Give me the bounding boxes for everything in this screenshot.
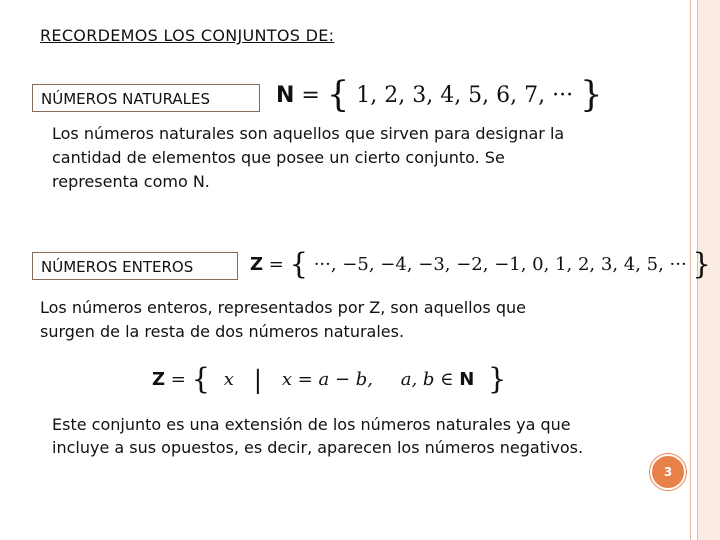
enteros-definition: Z = { x | x = a − b, a, b ∈ N } [152, 362, 507, 396]
enteros-def-symbol: Z [152, 369, 166, 390]
naturales-paragraph-line1: Los números naturales son aquellos que sirven para designar la [52, 124, 565, 143]
naturales-symbol: N [276, 83, 295, 108]
naturales-label: NÚMEROS NATURALES [32, 84, 260, 112]
enteros-paragraph-line1: Los números enteros, representados por Z, son aquellos que [40, 298, 526, 317]
naturales-paragraph-line2: cantidad de elementos que posee un cierto conjunto. Se [52, 148, 505, 167]
enteros-def-domain: a, b ∈ [400, 369, 454, 390]
page-number-badge: 3 [650, 454, 686, 490]
enteros-def-domain-set: N [459, 369, 475, 390]
naturales-formula-body: 1, 2, 3, 4, 5, 6, 7, ··· [356, 83, 574, 108]
naturales-paragraph-line3: representa como N. [52, 172, 210, 191]
enteros-extension-line1: Este conjunto es una extensión de los números naturales ya que [52, 415, 571, 434]
enteros-label: NÚMEROS ENTEROS [32, 252, 238, 280]
enteros-def-condition: x = a − b, [281, 369, 373, 390]
naturales-formula: N = { 1, 2, 3, 4, 5, 6, 7, ··· } [276, 74, 603, 115]
enteros-paragraph-line2: surgen de la resta de dos números naturales. [40, 322, 405, 341]
slide-title: RECORDEMOS LOS CONJUNTOS DE: [40, 26, 335, 45]
enteros-formula: Z = { ···, −5, −4, −3, −2, −1, 0, 1, 2, 3, 4, 5, ··· } [250, 247, 711, 281]
enteros-formula-body: ···, −5, −4, −3, −2, −1, 0, 1, 2, 3, 4, 5, ··· [313, 254, 687, 275]
enteros-symbol: Z [250, 254, 264, 275]
enteros-def-var: x [223, 369, 234, 390]
enteros-extension-line2: incluye a sus opuestos, es decir, aparecen los números negativos. [52, 438, 584, 457]
